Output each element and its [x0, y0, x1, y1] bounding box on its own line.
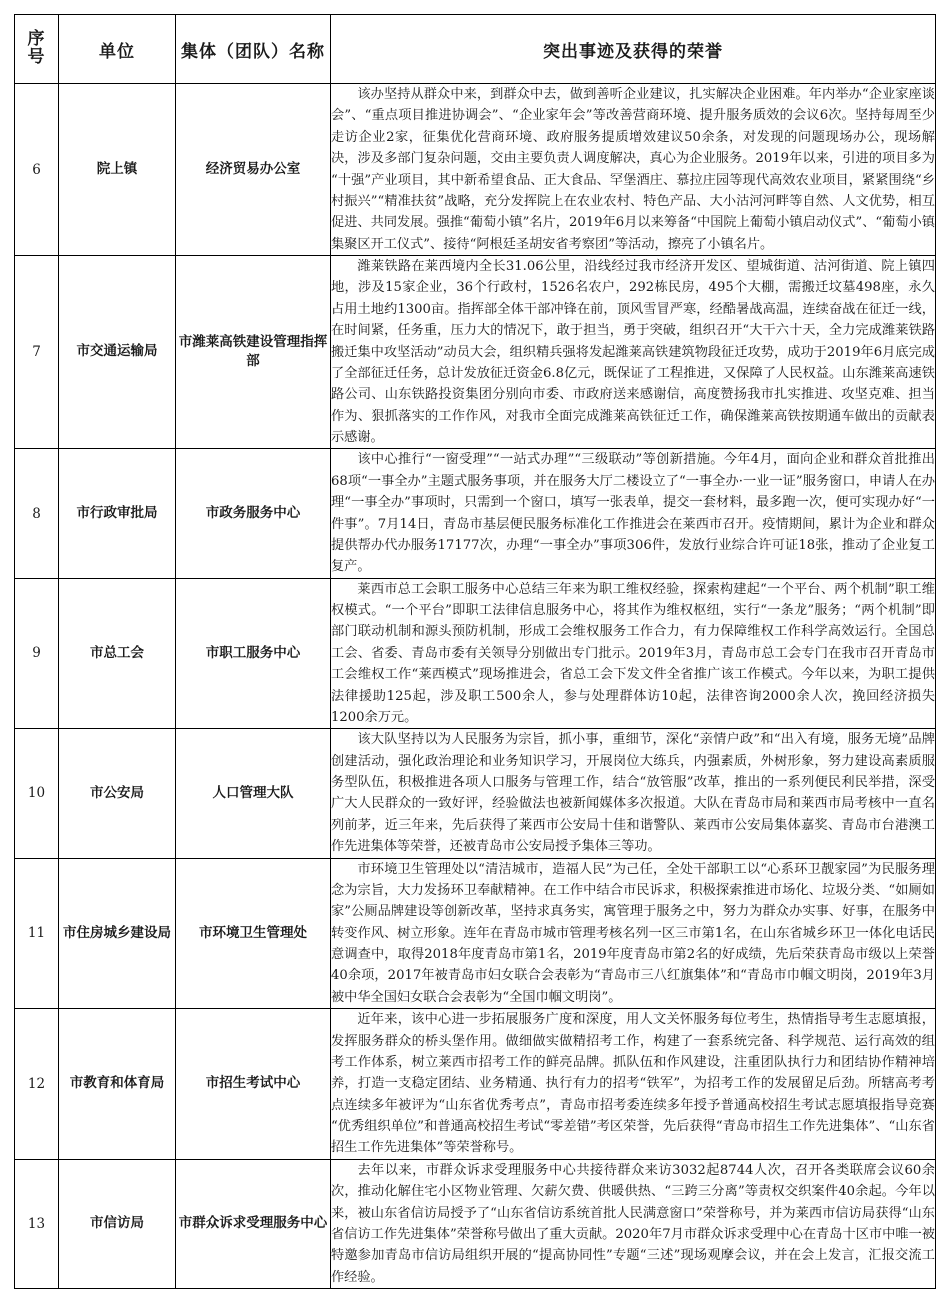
column-header-unit: 单位 [59, 15, 176, 84]
cell-deeds-text: 该中心推行“一窗受理”“一站式办理”“三级联动”等创新措施。今年4月，面向企业和群众首批推出68项“一事全办”主题式服务事项，并在服务大厅二楼设立了“一事全办·一业一证”服务窗口，申请人在办理“一事全办”事项时，只需到一个窗口，填写一张表单，提交一套材料，最多跑一次，便可实现办好“一件事”。7月14日，青岛市基层便民服务标准化工作推进会在莱西市召开。疫情期间，累计为企业和群众提供帮办代办服务17177次，办理“一事全办”事项306件，发放行业综合许可证18张，推动了企业复工复产。 [331, 452, 935, 575]
cell-unit: 市总工会 [59, 578, 176, 729]
table-row [15, 256, 936, 449]
cell-unit: 市交通运输局 [59, 256, 176, 449]
cell-deeds [331, 729, 936, 858]
cell-team-name: 市职工服务中心 [176, 578, 331, 729]
table-row [15, 729, 936, 858]
table-row [15, 449, 936, 578]
cell-sequence: 7 [15, 256, 59, 449]
column-header-sequence-char-2: 号 [27, 47, 46, 67]
table-row [15, 84, 936, 256]
table-header-row [15, 15, 936, 84]
column-header-team-name: 集体（团队）名称 [176, 15, 331, 84]
cell-deeds [331, 1159, 936, 1288]
cell-sequence: 6 [15, 84, 59, 256]
cell-sequence: 8 [15, 449, 59, 578]
cell-deeds-text: 市环境卫生管理处以“清洁城市，造福人民”为己任，全处干部职工以“心系环卫靓家园”为民服务理念为宗旨，大力发扬环卫奉献精神。在工作中结合市民诉求，积极探索推进市场化、垃圾分类、“如厕如家”公厕品牌建设等创新改革，坚持求真务实，寓管理于服务之中，努力为群众办实事、好事，在服务中转变作风、树立形象。连年在青岛市城市管理考核名列一区三市第1名，在山东省城乡环卫一体化电话民意调查中，取得2018年度青岛市第1名，2019年度青岛市第2名的好成绩，先后荣获青岛市级以上荣誉40余项，2017年被青岛市妇女联合会表彰为“青岛市三八红旗集体”和“青岛市巾帼文明岗，2019年3月被中华全国妇女联合会表彰为“全国巾帼文明岗”。 [331, 861, 935, 1005]
cell-team-name: 市群众诉求受理服务中心 [176, 1159, 331, 1288]
cell-team-name: 市招生考试中心 [176, 1009, 331, 1160]
cell-deeds [331, 84, 936, 256]
table-row [15, 1009, 936, 1160]
cell-unit: 市行政审批局 [59, 449, 176, 578]
table-row [15, 858, 936, 1009]
cell-unit: 市住房城乡建设局 [59, 858, 176, 1009]
cell-deeds-text: 该大队坚持以为人民服务为宗旨，抓小事，重细节，深化“亲情户政”和“出入有境，服务无境”品牌创建活动，强化政治理论和业务知识学习，开展岗位大练兵，内强素质，外树形象，努力建设高素质服务型队伍，积极推进各项人口服务与管理工作，结合“放管服”改革，推出的一系列便民利民举措，深受广大人民群众的一致好评，经验做法也被新闻媒体多次报道。大队在青岛市局和莱西市局考核中一直名列前茅，近三年来，先后获得了莱西市公安局十佳和谐警队、莱西市公安局集体嘉奖、青岛市台港澳工作先进集体等荣誉，还被青岛市公安局授予集体三等功。 [331, 732, 935, 855]
award-collectives-table [14, 14, 936, 1289]
column-header-sequence [15, 15, 59, 84]
table-row [15, 1159, 936, 1288]
cell-unit: 市教育和体育局 [59, 1009, 176, 1160]
cell-deeds-text: 莱西市总工会职工服务中心总结三年来为职工维权经验，探索构建起“一个平台、两个机制”职工维权模式。“一个平台”即职工法律信息服务中心，将其作为维权枢纽，实行“一条龙”服务；“两个机制”即部门联动机制和源头预防机制，形成工会维权服务工作合力，有力保障维权工作科学高效运行。全国总工会、省委、青岛市委有关领导分别做出专门批示。2019年3月，青岛市总工会专门在我市召开青岛市工会维权工作“莱西模式”现场推进会，省总工会下发文件全省推广该工作模式。今年以来，为职工提供法律援助125起，涉及职工500余人，参与处理群体访10起，法律咨询2000余人次，挽回经济损失1200余万元。 [331, 581, 935, 725]
column-header-deeds-and-honors: 突出事迹及获得的荣誉 [331, 15, 936, 84]
cell-deeds-text: 该办坚持从群众中来，到群众中去，做到善听企业建议，扎实解决企业困难。年内举办“企业家座谈会”、“重点项目推进协调会”、“企业家年会”等改善营商环境、提升服务质效的会议6次。坚持每周至少走访企业2家，征集优化营商环境、政府服务提质增效建议50余条，对发现的问题现场办公，现场解决，涉及多部门复杂问题，交由主要负责人调度解决，真心为企业服务。2019年以来，引进的项目多为“十强”产业项目，其中新希望食品、正大食品、罕堡酒庄、慕拉庄园等现代高效农业项目，紧紧围绕“乡村振兴”“精准扶贫”战略，充分发挥院上在农业农村、特色产品、大小沽河河畔等自然、人文优势，相互促进、共同发展。强推“葡萄小镇”名片，2019年6月以来筹备“中国院上葡萄小镇启动仪式”、“葡萄小镇集聚区开工仪式”、接待“阿根廷圣胡安省考察团”等活动，擦亮了小镇名片。 [331, 87, 935, 252]
cell-unit: 市信访局 [59, 1159, 176, 1288]
cell-deeds [331, 449, 936, 578]
table-row [15, 578, 936, 729]
cell-deeds [331, 256, 936, 449]
cell-unit: 院上镇 [59, 84, 176, 256]
cell-deeds [331, 858, 936, 1009]
cell-sequence: 12 [15, 1009, 59, 1160]
cell-team-name: 市环境卫生管理处 [176, 858, 331, 1009]
cell-team-name: 市政务服务中心 [176, 449, 331, 578]
table-body [15, 84, 936, 1289]
cell-team-name: 人口管理大队 [176, 729, 331, 858]
cell-sequence: 10 [15, 729, 59, 858]
cell-sequence: 9 [15, 578, 59, 729]
cell-sequence: 11 [15, 858, 59, 1009]
cell-deeds [331, 578, 936, 729]
column-header-sequence-char-1: 序 [27, 29, 46, 50]
cell-deeds-text: 去年以来，市群众诉求受理服务中心共接待群众来访3032起8744人次，召开各类联席会议60余次，推动化解住宅小区物业管理、欠薪欠费、供暖供热、“三跨三分离”等责权交织案件40余起。今年以来，被山东省信访局授予了“山东省信访系统首批人民满意窗口”荣誉称号，并为莱西市信访局获得“山东省信访工作先进集体”荣誉称号做出了重大贡献。2020年7月市群众诉求受理中心在青岛十区市中唯一被特邀参加青岛市信访局组织开展的“提高协同性”专题“三述”现场观摩会议，并在会上发言，汇报交流工作经验。 [331, 1162, 935, 1285]
cell-team-name: 市潍莱高铁建设管理指挥部 [176, 256, 331, 449]
cell-sequence: 13 [15, 1159, 59, 1288]
cell-deeds-text: 近年来，该中心进一步拓展服务广度和深度，用人文关怀服务每位考生，热情指导考生志愿填报，发挥服务群众的桥头堡作用。做细做实做精招考工作，构建了一套系统完备、科学规范、运行高效的组考工作体系，树立莱西市招考工作的鲜亮品牌。抓队伍和作风建设，注重团队执行力和团结协作精神培养，打造一支稳定团结、业务精通、执行有力的招考“铁军”，为招考工作的发展留足后劲。所辖高考考点连续多年被评为“山东省优秀考点”，青岛市招考委连续多年授予普通高校招生考试志愿填报指导竞赛“优秀组织单位”和普通高校招生考试“零差错”考区荣誉，先后获得“青岛市招生工作先进集体”、“山东省招生工作先进集体”等荣誉称号。 [331, 1012, 935, 1156]
cell-deeds-text: 潍莱铁路在莱西境内全长31.06公里，沿线经过我市经济开发区、望城街道、沽河街道、院上镇四地，涉及15家企业，36个行政村，1526名农户，292栋民房，495个大棚，需搬迁坟墓498座，永久占用土地约1300亩。指挥部全体干部冲锋在前，顶风雪冒严寒，经酷暑战高温，连续奋战在征迁一线，在时间紧，任务重，压力大的情况下，敢于担当，勇于突破，组织召开“大干六十天，全力完成潍莱铁路搬迁集中攻坚活动”动员大会，组织精兵强将发起潍莱高铁建筑物段征迁攻势，成功于2019年6月底完成了全部征迁任务，总计发放征迁资金6.8亿元，既保证了工程推进，又保障了人民权益。山东潍莱高速铁路公司、山东铁路投资集团分别向市委、市政府送来感谢信，高度赞扬我市扎实推进、攻坚克难、担当作为、狠抓落实的工作作风，对我市全面完成潍莱高铁征迁工作，确保潍莱高铁按期通车做出的贡献表示感谢。 [331, 259, 935, 445]
cell-team-name: 经济贸易办公室 [176, 84, 331, 256]
table-header [15, 15, 936, 84]
cell-deeds [331, 1009, 936, 1160]
cell-unit: 市公安局 [59, 729, 176, 858]
